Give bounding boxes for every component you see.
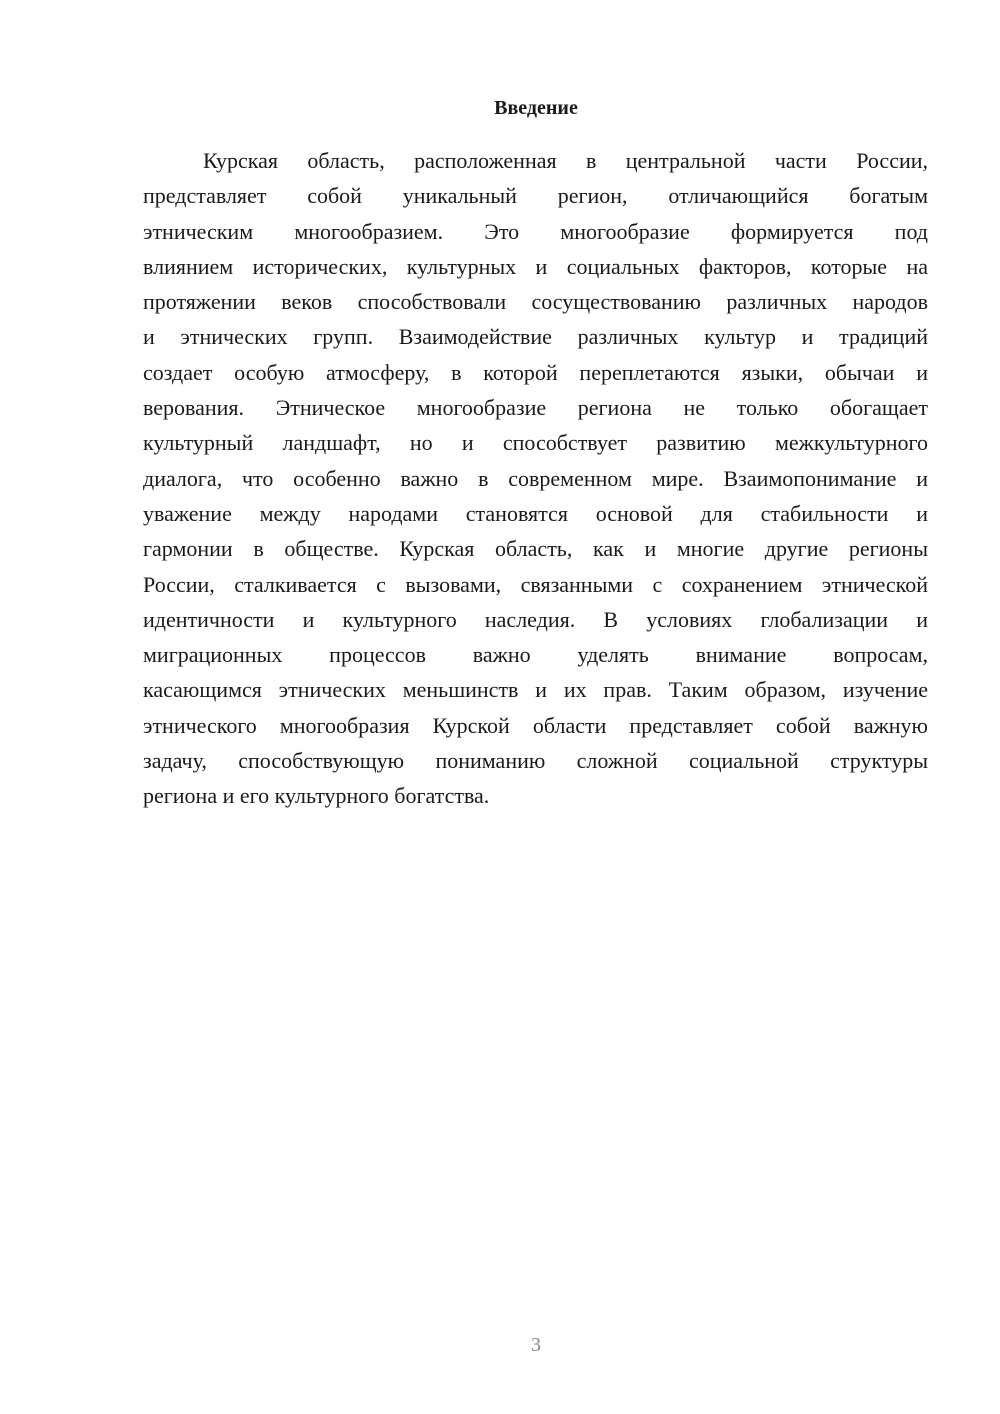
paragraph-line: касающимся этнических меньшинств и их прав. Таким образом, изучение: [143, 677, 928, 703]
paragraph-line: создает особую атмосферу, в которой переплетаются языки, обычаи и: [143, 359, 928, 385]
paragraph-line: диалога, что особенно важно в современном мире. Взаимопонимание и: [143, 465, 928, 491]
paragraph-line: представляет собой уникальный регион, отличающийся богатым: [143, 183, 928, 209]
paragraph-line: и этнических групп. Взаимодействие различных культур и традиций: [143, 324, 928, 350]
paragraph-line: миграционных процессов важно уделять внимание вопросам,: [143, 642, 928, 668]
paragraph-line: уважение между народами становятся основой для стабильности и: [143, 500, 928, 526]
paragraph-line: влиянием исторических, культурных и социальных факторов, которые на: [143, 253, 928, 279]
paragraph-line: культурный ландшафт, но и способствует развитию межкультурного: [143, 430, 928, 456]
paragraph-line: задачу, способствующую пониманию сложной социальной структуры: [143, 748, 928, 774]
paragraph-line: России, сталкивается с вызовами, связанными с сохранением этнической: [143, 571, 928, 597]
paragraph-line: верования. Этническое многообразие региона не только обогащает: [143, 395, 928, 421]
paragraph-line: этническим многообразием. Это многообразие формируется под: [143, 218, 928, 244]
paragraph-line: идентичности и культурного наследия. В условиях глобализации и: [143, 606, 928, 632]
paragraph-line: гармонии в обществе. Курская область, как и многие другие регионы: [143, 536, 928, 562]
paragraph-line: этнического многообразия Курской области представляет собой важную: [143, 712, 928, 738]
body-paragraph: [143, 143, 928, 814]
paragraph-line: протяжении веков способствовали сосуществованию различных народов: [143, 289, 928, 315]
page-heading: Введение: [494, 97, 578, 119]
page-number: 3: [531, 1334, 541, 1356]
paragraph-line: региона и его культурного богатства.: [143, 783, 490, 809]
paragraph-line: Курская область, расположенная в центральной части России,: [203, 148, 928, 173]
